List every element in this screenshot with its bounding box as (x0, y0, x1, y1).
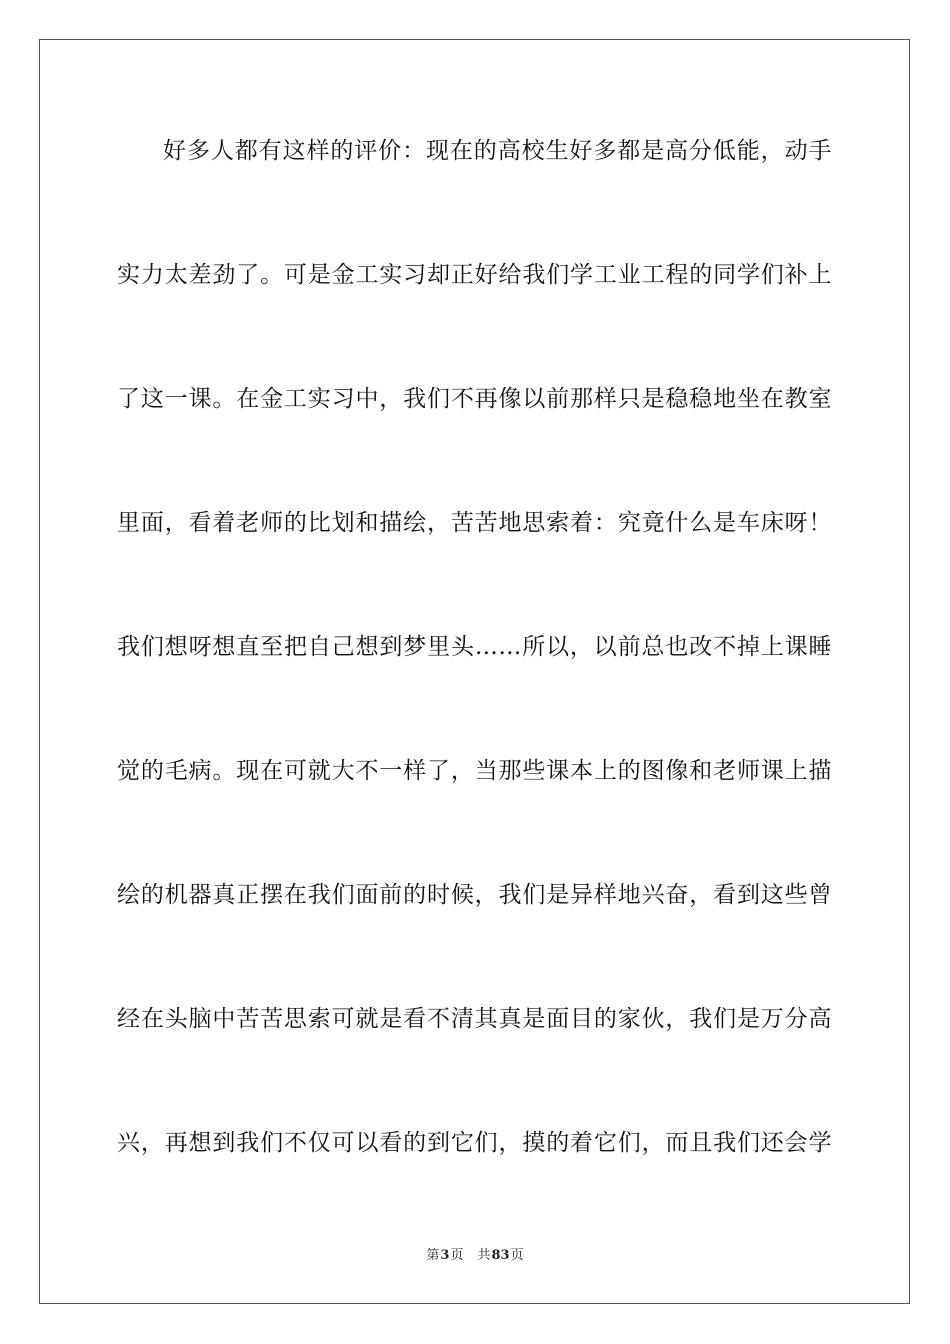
footer-page-suffix: 页 (450, 1248, 464, 1263)
footer-total-prefix: 共 (477, 1248, 491, 1263)
text-line-6: 觉的毛病。现在可就大不一样了，当那些课本上的图像和老师课上描 (117, 758, 832, 784)
text-line-8: 经在头脑中苦苦思索可就是看不清其真是面目的家伙，我们是万分高 (117, 1006, 832, 1032)
text-line-5: 我们想呀想直至把自己想到梦里头……所以，以前总也改不掉上课睡 (117, 634, 832, 660)
footer-total-pages: 83 (491, 1248, 510, 1263)
footer-total-suffix: 页 (510, 1248, 524, 1263)
page-border (39, 39, 910, 1304)
page-footer (0, 1247, 950, 1265)
text-line-1: 好多人都有这样的评价：现在的高校生好多都是高分低能，动手 (163, 138, 832, 164)
text-line-9: 兴，再想到我们不仅可以看的到它们，摸的着它们，而且我们还会学 (117, 1130, 832, 1156)
text-line-3: 了这一课。在金工实习中，我们不再像以前那样只是稳稳地坐在教室 (117, 386, 832, 412)
footer-page-number: 3 (440, 1248, 450, 1263)
text-line-4: 里面，看着老师的比划和描绘，苦苦地思索着：究竟什么是车床呀！ (117, 510, 832, 536)
text-line-7: 绘的机器真正摆在我们面前的时候，我们是异样地兴奋，看到这些曾 (117, 882, 832, 908)
text-line-2: 实力太差劲了。可是金工实习却正好给我们学工业工程的同学们补上 (117, 262, 832, 288)
footer-page-prefix: 第 (426, 1248, 440, 1263)
